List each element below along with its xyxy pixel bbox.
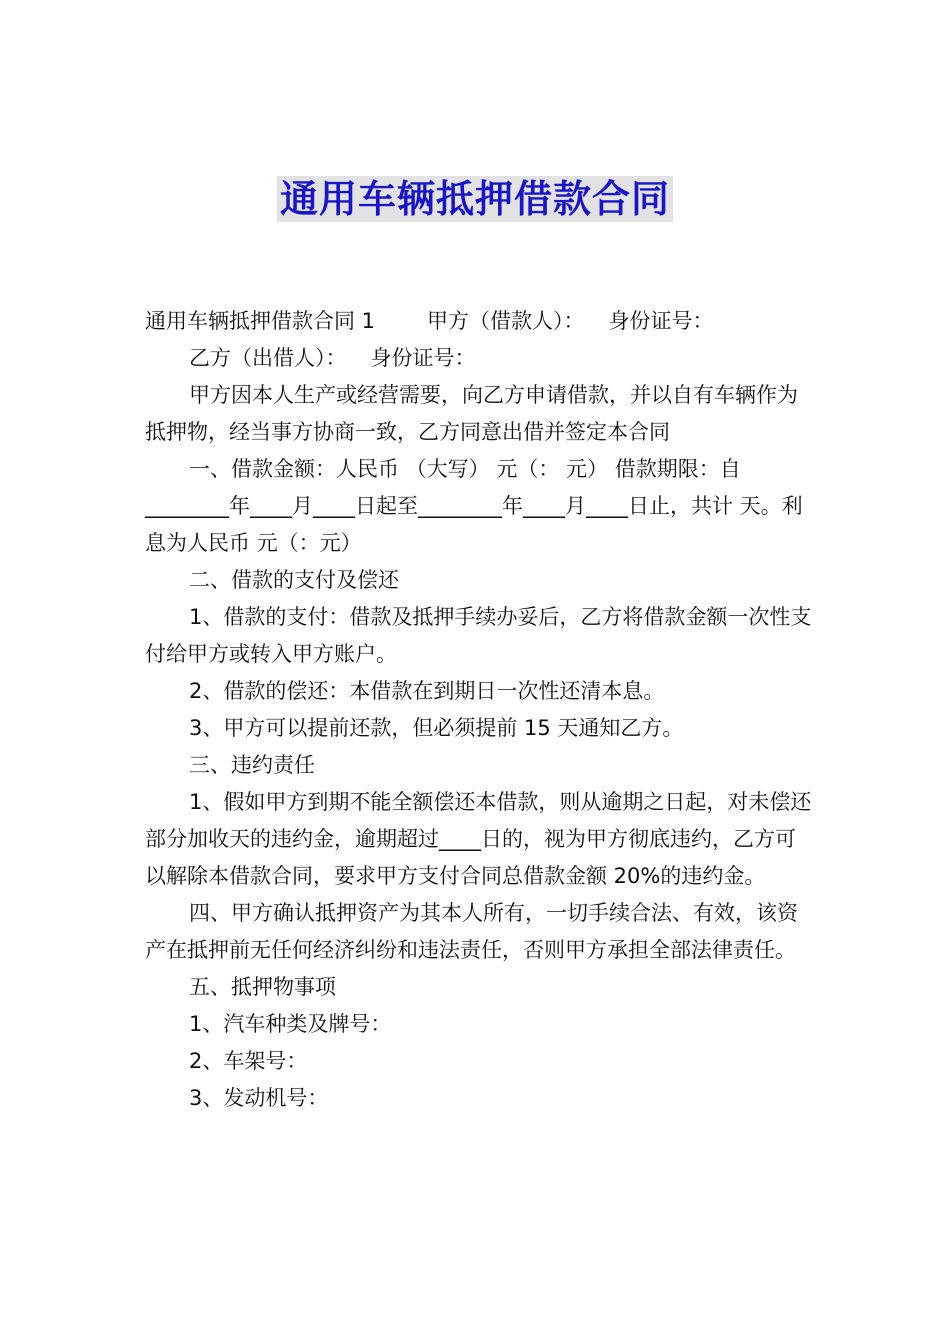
title-container	[0, 176, 950, 222]
collateral-item-vehicle-type: 1、汽车种类及牌号：	[189, 1012, 392, 1036]
document-body	[145, 303, 813, 1117]
header-line	[145, 303, 813, 340]
party-b-line	[145, 340, 813, 377]
party-a-id-label: 身份证号：	[608, 309, 714, 333]
paragraph-default: 1、假如甲方到期不能全额偿还本借款，则从逾期之日起，对未偿还部分加收天的违约金，逾期超过____日的，视为甲方彻底违约，乙方可以解除本借款合同，要求甲方支付合同总借款金额 20%的违约金。	[145, 790, 812, 888]
collateral-item-engine-number: 3、发动机号：	[189, 1086, 329, 1110]
section-heading-payment: 二、借款的支付及偿还	[189, 568, 399, 592]
paragraph-repayment: 2、借款的偿还：本借款在到期日一次性还清本息。	[189, 679, 665, 703]
section-heading-collateral: 五、抵押物事项	[189, 975, 336, 999]
party-a-label: 甲方（借款人）：	[427, 309, 585, 333]
paragraph-early-repayment: 3、甲方可以提前还款，但必须提前 15 天通知乙方。	[189, 716, 684, 740]
party-b-id-label: 身份证号：	[370, 346, 476, 370]
paragraph-ownership: 四、甲方确认抵押资产为其本人所有，一切手续合法、有效，该资产在抵押前无任何经济纠纷和违法责任，否则甲方承担全部法律责任。	[145, 901, 798, 962]
collateral-item-frame-number: 2、车架号：	[189, 1049, 308, 1073]
party-b-label: 乙方（出借人）：	[189, 346, 347, 370]
doc-reference: 通用车辆抵押借款合同 1	[145, 309, 376, 333]
paragraph-loan-amount: 一、借款金额：人民币 （大写） 元（： 元） 借款期限：自________年____月____日起至________年____月____日止，共计 天。利息为人民币 元（：元）	[145, 457, 803, 555]
paragraph-intro: 甲方因本人生产或经营需要，向乙方申请借款，并以自有车辆作为抵押物，经当事方协商一致，乙方同意出借并签定本合同	[145, 383, 798, 444]
document-title: 通用车辆抵押借款合同	[277, 176, 673, 222]
section-heading-liability: 三、违约责任	[189, 753, 315, 777]
paragraph-payment: 1、借款的支付：借款及抵押手续办妥后，乙方将借款金额一次性支付给甲方或转入甲方账户。	[145, 605, 812, 666]
